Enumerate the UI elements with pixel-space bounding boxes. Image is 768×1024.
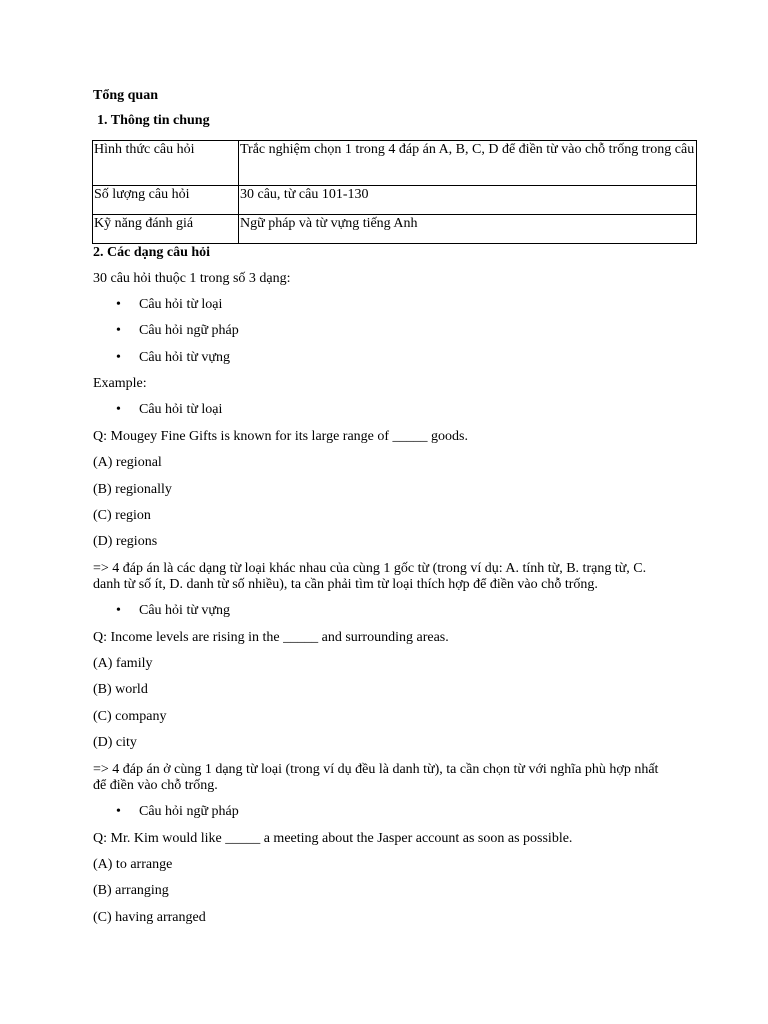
answer-option: (B) world <box>93 682 148 697</box>
answer-option: (A) regional <box>93 455 162 470</box>
answer-option: (B) arranging <box>93 883 169 898</box>
table-cell-key: Hình thức câu hỏi <box>93 141 239 186</box>
page-title: Tổng quan <box>93 88 158 103</box>
table-cell-value: Trắc nghiệm chọn 1 trong 4 đáp án A, B, C, D để điền từ vào chỗ trống trong câu <box>239 141 697 186</box>
bullet-icon: • <box>116 603 121 618</box>
table-row <box>93 186 697 215</box>
answer-option: (A) family <box>93 656 153 671</box>
document-page: Tổng quan 1. Thông tin chung Hình thức câu hỏi Trắc nghiệm chọn 1 trong 4 đáp án A, B, C, D để điền từ vào chỗ trống trong câu Số lượng câu hỏi 30 câu, từ câu 101-130 Kỹ năng đánh giá Ngữ pháp và từ vựng tiếng Anh 2. Các dạng câu hỏi 30 câu hỏi thuộc 1 trong số 3 dạng: • Câu hỏi từ loại • Câu hỏi ngữ pháp • Câu hỏi từ vựng Example: • Câu hỏi từ loại Q: Mougey Fine Gifts is known for its large range of _____ goods. (A) regional (B) regionally (C) region (D) regions => 4 đáp án là các dạng từ loại khác nhau của cùng 1 gốc từ (trong ví dụ: A. tính từ, B. trạng từ, C. danh từ số ít, D. danh từ số nhiều), ta cần phải tìm từ loại thích hợp để điền vào chỗ trống. • Câu hỏi từ vựng Q: Income levels are rising in the _____ and surrounding areas. (A) family (B) world (C) company (D) city => 4 đáp án ở cùng 1 dạng từ loại (trong ví dụ đều là danh từ), ta cần chọn từ với nghĩa phù hợp nhất để điền vào chỗ trống. • Câu hỏi ngữ pháp Q: Mr. Kim would like _____ a meeting about the Jasper account as soon as possible. (A) to arrange (B) arranging (C) having arranged <box>0 0 768 1024</box>
bullet-icon: • <box>116 402 121 417</box>
question-text: Q: Mougey Fine Gifts is known for its large range of _____ goods. <box>93 429 468 444</box>
table-cell-key: Kỹ năng đánh giá <box>93 215 239 244</box>
answer-option: (D) city <box>93 735 137 750</box>
bullet-icon: • <box>116 804 121 819</box>
table-row <box>93 141 697 186</box>
table-cell-key: Số lượng câu hỏi <box>93 186 239 215</box>
section-heading-question-types: 2. Các dạng câu hỏi <box>93 245 211 260</box>
answer-option: (C) having arranged <box>93 910 206 925</box>
explanation-text: => 4 đáp án ở cùng 1 dạng từ loại (trong ví dụ đều là danh từ), ta cần chọn từ với nghĩa phù hợp nhất để điền vào chỗ trống. <box>93 762 659 793</box>
answer-option: (D) regions <box>93 534 158 549</box>
answer-option: (C) company <box>93 709 167 724</box>
answer-option: (A) to arrange <box>93 857 173 872</box>
question-text: Q: Income levels are rising in the _____ and surrounding areas. <box>93 630 449 645</box>
answer-option: (B) regionally <box>93 482 172 497</box>
intro-text: 30 câu hỏi thuộc 1 trong số 3 dạng: <box>93 271 291 286</box>
bullet-icon: • <box>116 350 121 365</box>
answer-option: (C) region <box>93 508 151 523</box>
section-heading-general-info: 1. Thông tin chung <box>97 113 210 128</box>
table-row <box>93 215 697 244</box>
bullet-icon: • <box>116 297 121 312</box>
explanation-text: => 4 đáp án là các dạng từ loại khác nhau của cùng 1 gốc từ (trong ví dụ: A. tính từ, B. trạng từ, C. danh từ số ít, D. danh từ số nhiều), ta cần phải tìm từ loại thích hợp để điền vào chỗ trống. <box>93 561 647 592</box>
example-label: Example: <box>93 376 147 391</box>
bullet-icon: • <box>116 323 121 338</box>
question-text: Q: Mr. Kim would like _____ a meeting about the Jasper account as soon as possible. <box>93 831 573 846</box>
table-cell-value: 30 câu, từ câu 101-130 <box>239 186 697 215</box>
table-cell-value: Ngữ pháp và từ vựng tiếng Anh <box>239 215 697 244</box>
info-table <box>92 140 697 244</box>
